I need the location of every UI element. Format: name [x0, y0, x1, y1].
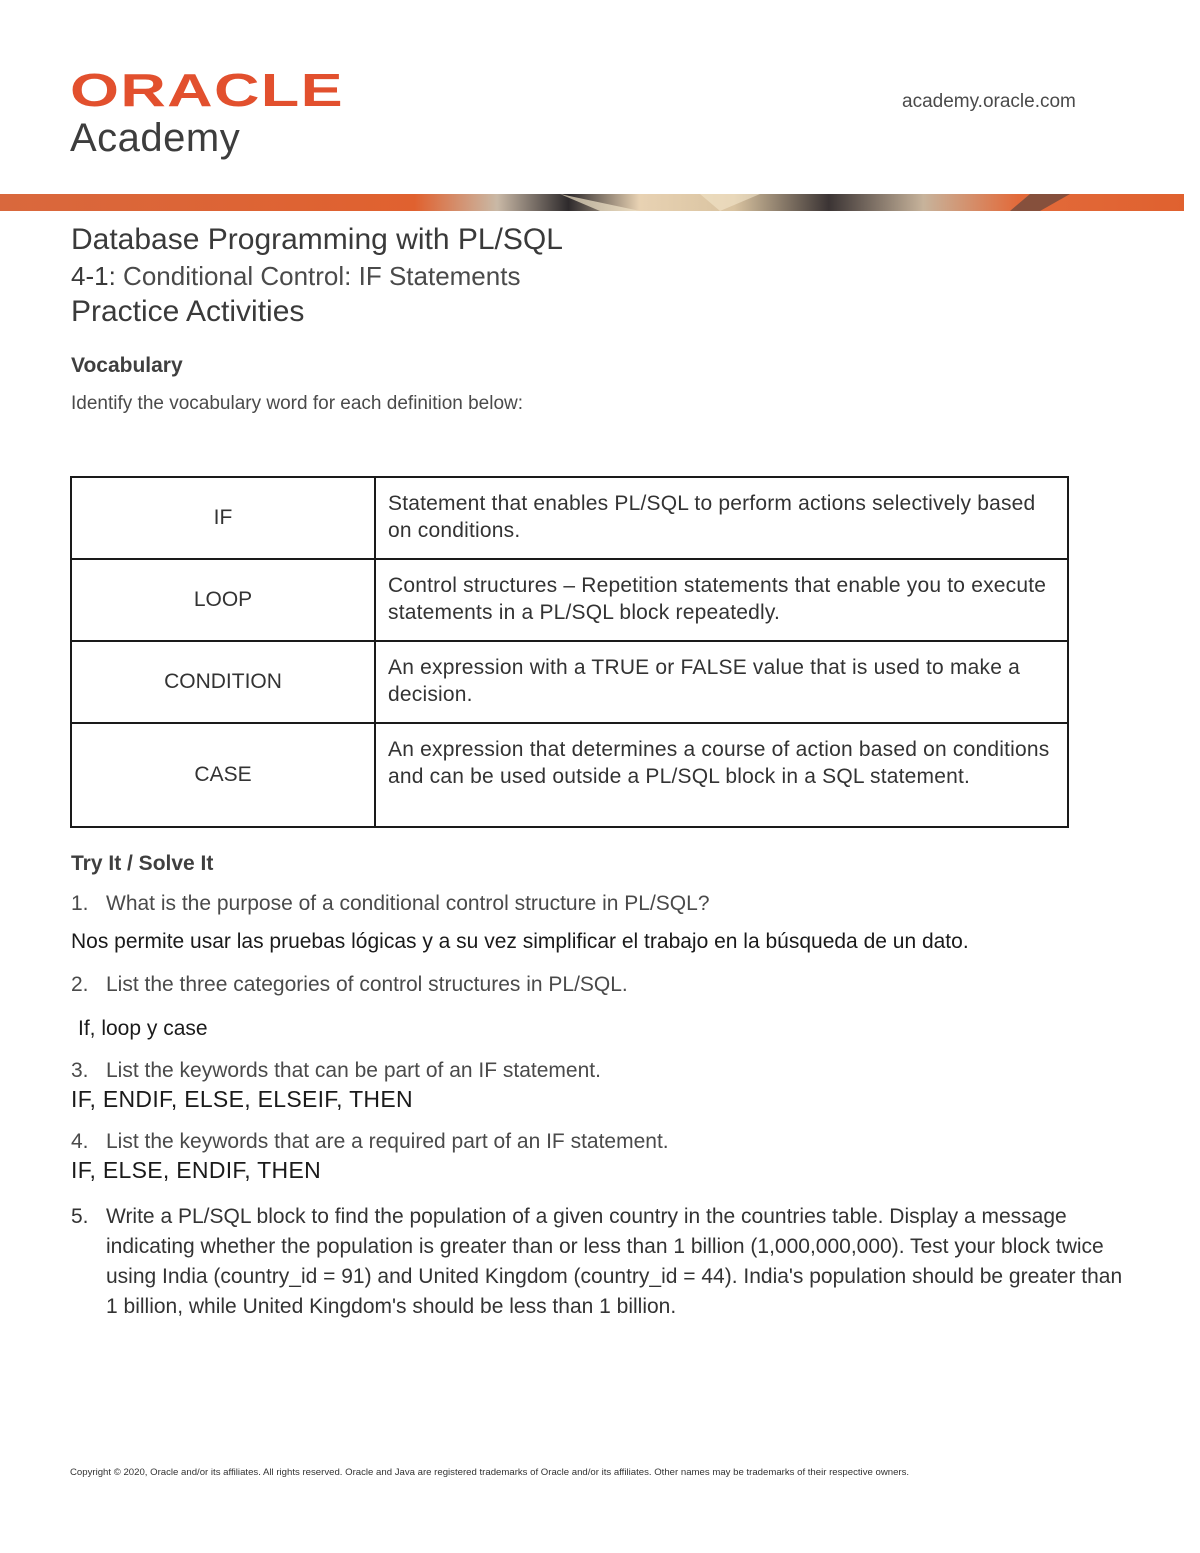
vocab-term: LOOP	[71, 559, 375, 641]
answer-3: IF, ENDIF, ELSE, ELSEIF, THEN	[71, 1086, 413, 1112]
lesson-name: Conditional Control: IF Statements	[115, 261, 521, 291]
copyright-footer: Copyright © 2020, Oracle and/or its affiliates. All rights reserved. Oracle and Java are registered trademarks of Oracle and/or its affiliates. Other names may be trademarks of their respective owners.	[70, 1467, 910, 1478]
table-row	[71, 477, 1068, 559]
question-number: 5.	[71, 1205, 89, 1228]
question-text: List the keywords that are a required part of an IF statement.	[106, 1130, 669, 1153]
vocabulary-instruction: Identify the vocabulary word for each definition below:	[71, 393, 524, 414]
vocab-definition: An expression with a TRUE or FALSE value that is used to make a decision.	[375, 641, 1068, 723]
oracle-logo-text: ORACLE	[70, 70, 344, 110]
question-5	[71, 1202, 1131, 1322]
question-4	[71, 1130, 669, 1154]
vocab-term: CASE	[71, 723, 375, 827]
vocab-definition: An expression that determines a course of action based on conditions and can be used outside a PL/SQL block in a SQL statement.	[375, 723, 1068, 827]
academy-label: Academy	[70, 116, 241, 160]
answer-1: Nos permite usar las pruebas lógicas y a su vez simplificar el trabajo en la búsqueda de un dato.	[71, 930, 969, 953]
course-title: Database Programming with PL/SQL	[71, 223, 563, 256]
vocab-definition: Control structures – Repetition statements that enable you to execute statements in a PL/SQL block repeatedly.	[375, 559, 1068, 641]
question-text: List the three categories of control structures in PL/SQL.	[106, 973, 628, 996]
vocab-term: IF	[71, 477, 375, 559]
question-number: 4.	[71, 1130, 89, 1153]
question-1	[71, 892, 710, 916]
lesson-number: 4-1:	[71, 261, 116, 291]
table-row	[71, 559, 1068, 641]
question-number: 3.	[71, 1059, 89, 1082]
lesson-title	[71, 261, 520, 292]
vocab-term: CONDITION	[71, 641, 375, 723]
table-row	[71, 641, 1068, 723]
vocab-definition: Statement that enables PL/SQL to perform actions selectively based on conditions.	[375, 477, 1068, 559]
vocabulary-heading: Vocabulary	[71, 354, 183, 377]
question-3	[71, 1059, 601, 1083]
answer-4: IF, ELSE, ENDIF, THEN	[71, 1157, 321, 1183]
question-text: Write a PL/SQL block to find the population of a given country in the countries table. Display a message indicating whether the population is greater than or less than 1 billion (1,000,000,000). Test your block twice using India (country_id = 91) and United Kingdom (country_id = 44). India's population should be greater than 1 billion, while United Kingdom's should be less than 1 billion.	[106, 1205, 1123, 1318]
question-text: What is the purpose of a conditional control structure in PL/SQL?	[106, 892, 710, 915]
table-row	[71, 723, 1068, 827]
try-it-heading: Try It / Solve It	[71, 852, 214, 875]
question-text: List the keywords that can be part of an IF statement.	[106, 1059, 601, 1082]
decorative-banner	[0, 194, 1184, 211]
vocabulary-table	[70, 476, 1069, 828]
section-title: Practice Activities	[71, 295, 305, 328]
question-2	[71, 973, 628, 997]
oracle-logo	[70, 70, 350, 110]
question-number: 1.	[71, 892, 89, 915]
answer-2: If, loop y case	[78, 1017, 208, 1040]
question-number: 2.	[71, 973, 89, 996]
site-url: academy.oracle.com	[902, 91, 1076, 112]
